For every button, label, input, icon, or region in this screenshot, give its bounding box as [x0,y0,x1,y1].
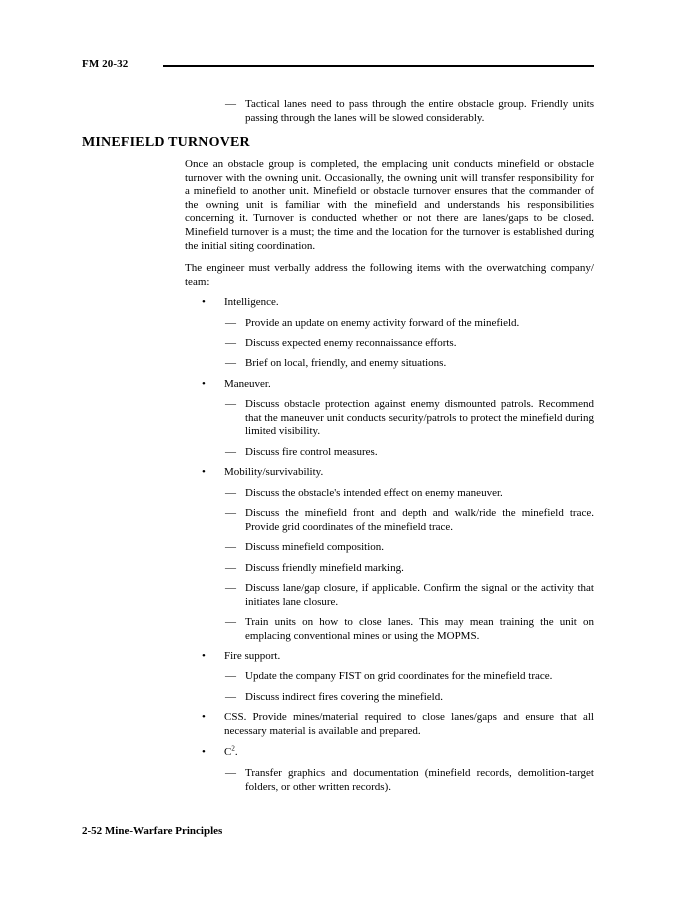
em-dash: — [225,98,236,110]
em-dash: — [225,562,236,574]
em-dash: — [225,767,236,779]
em-dash: — [225,317,236,329]
bullet-c2 [202,746,594,760]
bullet-dot: • [202,296,206,308]
bullet-dot: • [202,746,206,758]
dash-item [225,398,594,439]
em-dash: — [225,507,236,519]
em-dash: — [225,398,236,410]
document-id: FM 20-32 [82,58,129,70]
em-dash: — [225,691,236,703]
em-dash: — [225,357,236,369]
dash-item [225,317,594,331]
dash-item-text: Transfer graphics and documentation (minefield records, demolition-target folders, or other written records). [245,767,594,793]
dash-item-text: Discuss expected enemy reconnaissance efforts. [245,337,457,349]
page-footer: 2-52 Mine-Warfare Principles [82,825,223,837]
dash-item [225,337,594,351]
section-title: MINEFIELD TURNOVER [82,135,250,150]
dash-item-text: Discuss indirect fires covering the minefield. [245,691,443,703]
bullet-maneuver [202,378,594,392]
dash-item [225,357,594,371]
em-dash: — [225,670,236,682]
paragraph-1: Once an obstacle group is completed, the emplacing unit conducts minefield or obstacle turnover with the owning unit. Occasionally, the owning unit will transfer responsibility for a minefield to another unit. Minefield or obstacle turnover ensures that the commander of the owning unit is familiar with the minefield and understands his responsibilities concerning it. Turnover is conducted whether or not there are lanes/gaps to be closed. Minefield turnover is a must; the time and the location for the turnover is established during the initial siting coordination. [185,158,594,252]
dash-item-text: Discuss the obstacle's intended effect on enemy maneuver. [245,487,503,499]
dash-item [225,582,594,609]
bullet-mobility-survivability [202,466,594,480]
dash-item-text: Provide an update on enemy activity forward of the minefield. [245,317,520,329]
dash-item-text: Train units on how to close lanes. This may mean training the unit on emplacing conventional mines or using the MOPMS. [245,616,594,642]
dash-item-text: Brief on local, friendly, and enemy situations. [245,357,447,369]
em-dash: — [225,616,236,628]
bullet-label: Intelligence. [224,296,279,308]
dash-item [225,541,594,555]
dash-item [225,487,594,501]
bullet-css [202,711,594,738]
dash-item [225,562,594,576]
em-dash: — [225,582,236,594]
bullet-dot: • [202,650,206,662]
dash-item [225,691,594,705]
em-dash: — [225,337,236,349]
dash-item-text: Discuss lane/gap closure, if applicable. Confirm the signal or the activity that initiates lane closure. [245,582,594,608]
bullet-dot: • [202,711,206,723]
dash-item-text: Discuss friendly minefield marking. [245,562,404,574]
bullet-label: Maneuver. [224,378,271,390]
bullet-dot: • [202,378,206,390]
bullet-dot: • [202,466,206,478]
dash-item [225,507,594,534]
dash-item-text: Discuss fire control measures. [245,446,378,458]
dash-item-text: Discuss the minefield front and depth and walk/ride the minefield trace. Provide grid coordinates of the minefield trace. [245,507,594,533]
dash-item [225,446,594,460]
dash-item [225,767,594,794]
dash-item-text: Update the company FIST on grid coordinates for the minefield trace. [245,670,553,682]
dash-item-text: Discuss minefield composition. [245,541,385,553]
bullet-label: Fire support. [224,650,281,662]
em-dash: — [225,541,236,553]
dash-item [225,616,594,643]
em-dash: — [225,446,236,458]
bullet-label: Mobility/survivability. [224,466,324,478]
dash-item [225,670,594,684]
bullet-intelligence [202,296,594,310]
paragraph-2: The engineer must verbally address the following items with the overwatching company/ team: [185,262,594,288]
bullet-label: CSS. Provide mines/material required to close lanes/gaps and ensure that all necessary material is available and prepared. [224,711,594,737]
intro-dash-item [225,98,594,125]
em-dash: — [225,487,236,499]
bullet-fire-support [202,650,594,664]
bullet-label: $C^2$. [224,744,238,758]
dash-item-text: Tactical lanes need to pass through the entire obstacle group. Friendly units passing through the lanes will be slowed considerably. [245,98,594,124]
dash-item-text: Discuss obstacle protection against enemy dismounted patrols. Recommend that the maneuver unit conducts security/patrols to protect the minefield during limited visibility. [245,398,594,438]
header-rule [163,65,594,67]
